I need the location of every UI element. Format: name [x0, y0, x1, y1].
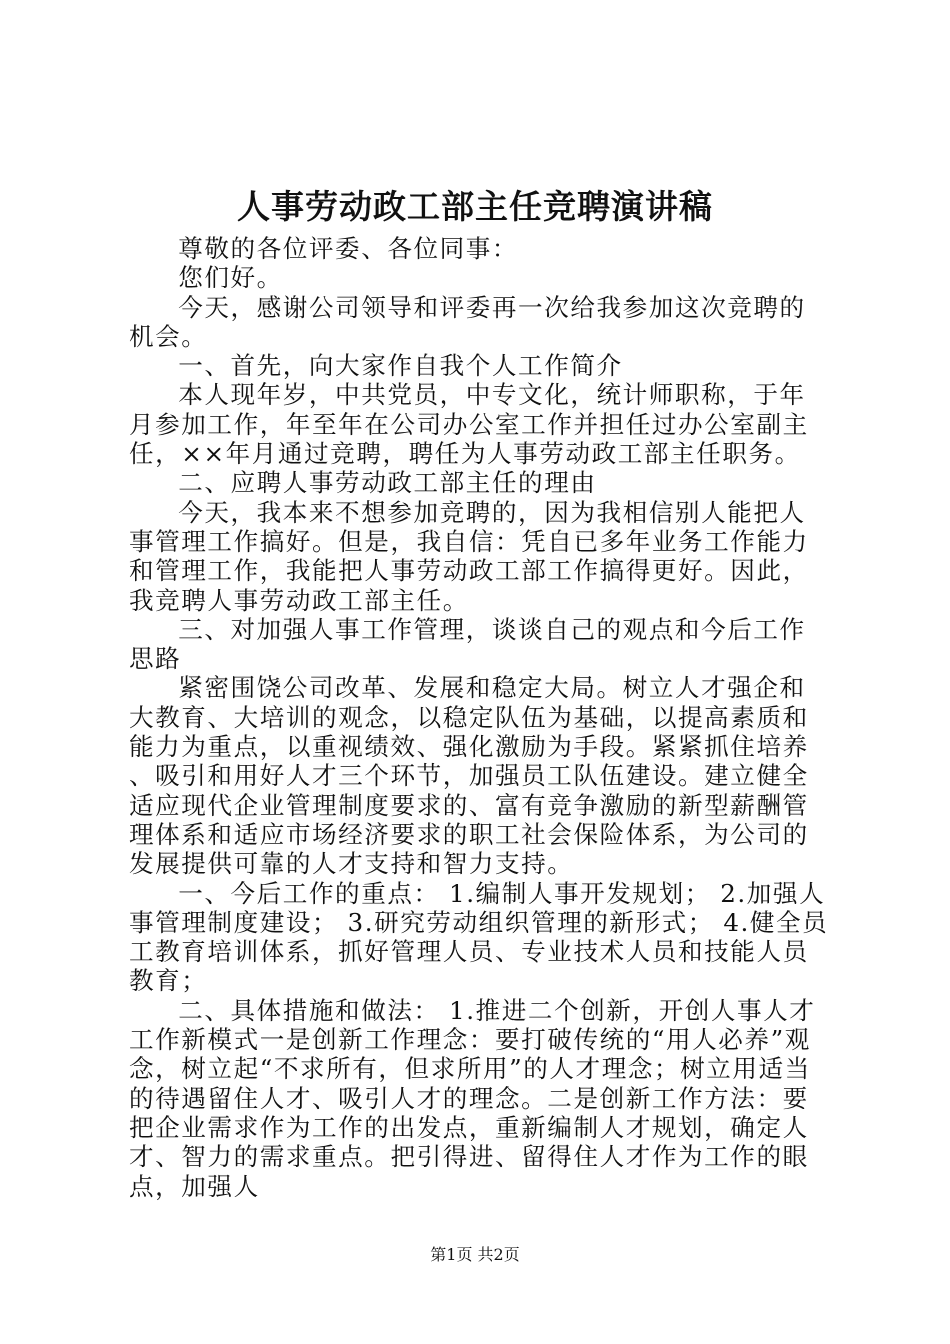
intro-paragraph: 本人现年岁，中共党员，中专文化，统计师职称，于年月参加工作，年至年在公司办公室工作并担任过办公室副主任，××年月通过竞聘，聘任为人事劳动政工部主任职务。: [129, 380, 809, 469]
measures-paragraph: 二、具体措施和做法： 1.推进二个创新，开创人事人才工作新模式一是创新工作理念：要打破传统的“用人必养”观念，树立起“不求所有，但求所用”的人才理念；树立用适当的待遇留住人才、吸引人才的理念。二是创新工作方法：要把企业需求作为工作的出发点，重新编制人才规划，确定人才、智力的需求重点。把引得进、留得住人才作为工作的眼点，加强人: [129, 995, 816, 1201]
section-heading-intro: 一、首先，向大家作自我个人工作简介: [178, 351, 623, 381]
reason-paragraph: 今天，我本来不想参加竞聘的，因为我相信别人能把人事管理工作搞好。但是，我自信：凭自已多年业务工作能力和管理工作，我能把人事劳动政工部工作搞得更好。因此，我竞聘人事劳动政工部主任。: [129, 497, 809, 615]
document-body: [129, 234, 829, 1201]
focus-paragraph: 一、今后工作的重点： 1.编制人事开发规划； 2.加强人事管理制度建设； 3.研究劳动组织管理的新形式； 4.健全员工教育培训体系，抓好管理人员、专业技术人员和技能人员教育；: [129, 878, 829, 996]
views-paragraph: 紧密围饶公司改革、发展和稳定大局。树立人才强企和大教育、大培训的观念，以稳定队伍为基础，以提高素质和能力为重点，以重视绩效、强化激励为手段。紧紧抓住培养、吸引和用好人才三个环节，加强员工队伍建设。建立健全适应现代企业管理制度要求的、富有竞争激励的新型薪酬管理体系和适应市场经济要求的职工社会保险体系，为公司的发展提供可靠的人才支持和智力支持。: [129, 673, 809, 879]
salutation: 尊敬的各位评委、各位同事：: [178, 234, 519, 263]
section-heading-reason: 二、应聘人事劳动政工部主任的理由: [178, 468, 597, 498]
page-number: 第1页 共2页: [430, 1245, 520, 1264]
document-title: 人事劳动政工部主任竞聘演讲稿: [237, 187, 713, 226]
greeting: 您们好。: [178, 263, 283, 293]
section-heading-views: 三、对加强人事工作管理，谈谈自己的观点和今后工作思路: [129, 614, 806, 674]
opening-paragraph: 今天，感谢公司领导和评委再一次给我参加这次竞聘的机会。: [129, 292, 806, 351]
